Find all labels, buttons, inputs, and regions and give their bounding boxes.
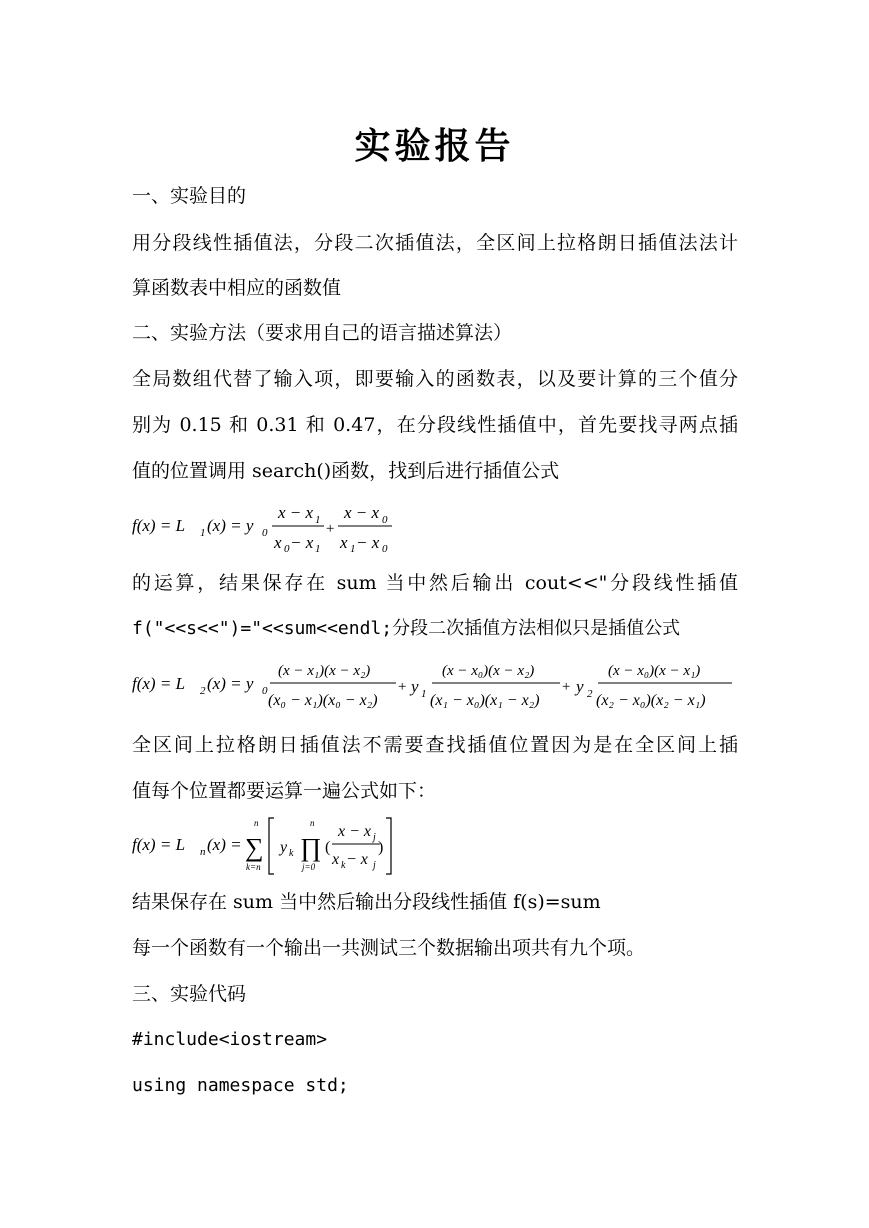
paragraph-line: 全区间上拉格朗日插值法不需要查找插值位置因为是在全区间上插	[132, 734, 738, 756]
formula-sub: 0	[284, 543, 290, 555]
sum-upper: n	[254, 818, 259, 828]
formula-quadratic-interpolation	[132, 655, 742, 720]
formula-lhs: f(x) = L	[132, 835, 186, 854]
prod-lower: j=0	[302, 862, 316, 872]
formula-lagrange	[132, 814, 432, 883]
section-heading-purpose: 一、实验目的	[132, 185, 247, 207]
formula-numerator: x − x	[278, 503, 314, 522]
formula-sub: 1	[421, 688, 427, 700]
formula-numerator: (x − x₀)(x − x₂)	[442, 663, 535, 679]
prod-upper: n	[310, 818, 315, 828]
section-heading-code: 三、实验代码	[132, 983, 247, 1005]
right-bracket	[386, 818, 391, 874]
formula-linear-interpolation	[132, 498, 432, 561]
formula-numerator: (x − x₀)(x − x₁)	[608, 663, 701, 679]
formula-y: y	[576, 677, 584, 696]
paragraph-line: 用分段线性插值法，分段二次插值法，全区间上拉格朗日插值法法计	[132, 232, 738, 254]
formula-sub: 1	[350, 543, 356, 555]
sum-symbol: ∑	[245, 833, 264, 862]
formula-sub: k	[289, 848, 294, 859]
formula-sub: 2	[200, 685, 206, 697]
formula-lhs-tail: (x) = y	[207, 674, 254, 693]
left-bracket	[269, 818, 274, 874]
formula-sub: j	[373, 860, 376, 871]
formula-lhs-tail: (x) = y	[207, 516, 254, 535]
section-heading-method: 二、实验方法（要求用自己的语言描述算法）	[132, 322, 513, 344]
sum-lower: k=n	[246, 862, 261, 872]
formula-lagrange-svg	[132, 814, 432, 878]
paragraph-line: 别为 0.15 和 0.31 和 0.47，在分段线性插值中，首先要找寻两点插	[132, 414, 738, 436]
formula-sub: 0	[382, 543, 388, 555]
formula-sub: 1	[315, 514, 321, 526]
open-paren: (	[325, 839, 331, 856]
code-line: using namespace std;	[132, 1075, 349, 1096]
formula-sub: 2	[587, 688, 593, 700]
formula-denominator: (x₀ − x₁)(x₀ − x₂)	[268, 692, 378, 709]
formula-denominator: − x	[356, 533, 380, 552]
formula-sub: k	[341, 860, 346, 871]
formula-sub: 0	[382, 514, 388, 526]
formula-numerator: x − x	[344, 503, 380, 522]
formula-lhs: f(x) = L	[132, 516, 186, 535]
formula-linear-svg	[132, 498, 432, 556]
formula-sub: 1	[200, 527, 206, 539]
paragraph-line: 值的位置调用 search()函数，找到后进行插值公式	[132, 460, 560, 482]
formula-plus: +	[561, 679, 572, 695]
code-line: #include<iostream>	[132, 1029, 328, 1050]
formula-sub: j	[373, 832, 376, 843]
formula-denominator: x	[274, 533, 282, 552]
formula-numerator: x − x	[338, 823, 371, 840]
paragraph-line: 全局数组代替了输入项，即要输入的函数表，以及要计算的三个值分	[132, 368, 738, 390]
prod-symbol: ∏	[300, 833, 322, 862]
formula-denominator: x	[340, 533, 348, 552]
formula-sub: 0	[262, 685, 268, 697]
formula-denominator: (x₁ − x₀)(x₁ − x₂)	[430, 692, 540, 709]
close-paren: )	[378, 839, 384, 856]
paragraph-line: 每一个函数有一个输出一共测试三个数据输出项共有九个项。	[132, 937, 646, 959]
formula-numerator: (x − x₁)(x − x₂)	[278, 663, 371, 679]
formula-denominator: x	[332, 851, 340, 868]
formula-denominator: − x	[346, 851, 368, 868]
paragraph-line: 值每个位置都要运算一遍公式如下：	[132, 780, 437, 802]
formula-sub: 0	[262, 527, 268, 539]
paragraph-line-code: f("<<s<<")="<<sum<<endl;分段二次插值方法相似只是插值公式	[132, 618, 681, 639]
formula-sub: 1	[315, 543, 321, 555]
formula-lhs: f(x) = L	[132, 674, 186, 693]
formula-plus: +	[397, 679, 408, 695]
formula-lhs-tail: (x) =	[207, 835, 242, 854]
paragraph-line: 结果保存在 sum 当中然后输出分段线性插值 f(s)=sum	[132, 891, 601, 913]
page-title: 实验报告	[354, 125, 515, 167]
formula-sub: n	[200, 846, 206, 858]
paragraph-line: 的运算，结果保存在 sum 当中然后输出 cout<<"分段线性插值	[132, 572, 738, 594]
formula-y: y	[280, 839, 288, 856]
paragraph-line: 算函数表中相应的函数值	[132, 277, 342, 299]
formula-quadratic-svg	[132, 655, 742, 715]
formula-denominator: − x	[290, 533, 314, 552]
formula-denominator: (x₂ − x₀)(x₂ − x₁)	[596, 692, 706, 709]
formula-y: y	[411, 677, 419, 696]
formula-plus: +	[325, 521, 336, 537]
